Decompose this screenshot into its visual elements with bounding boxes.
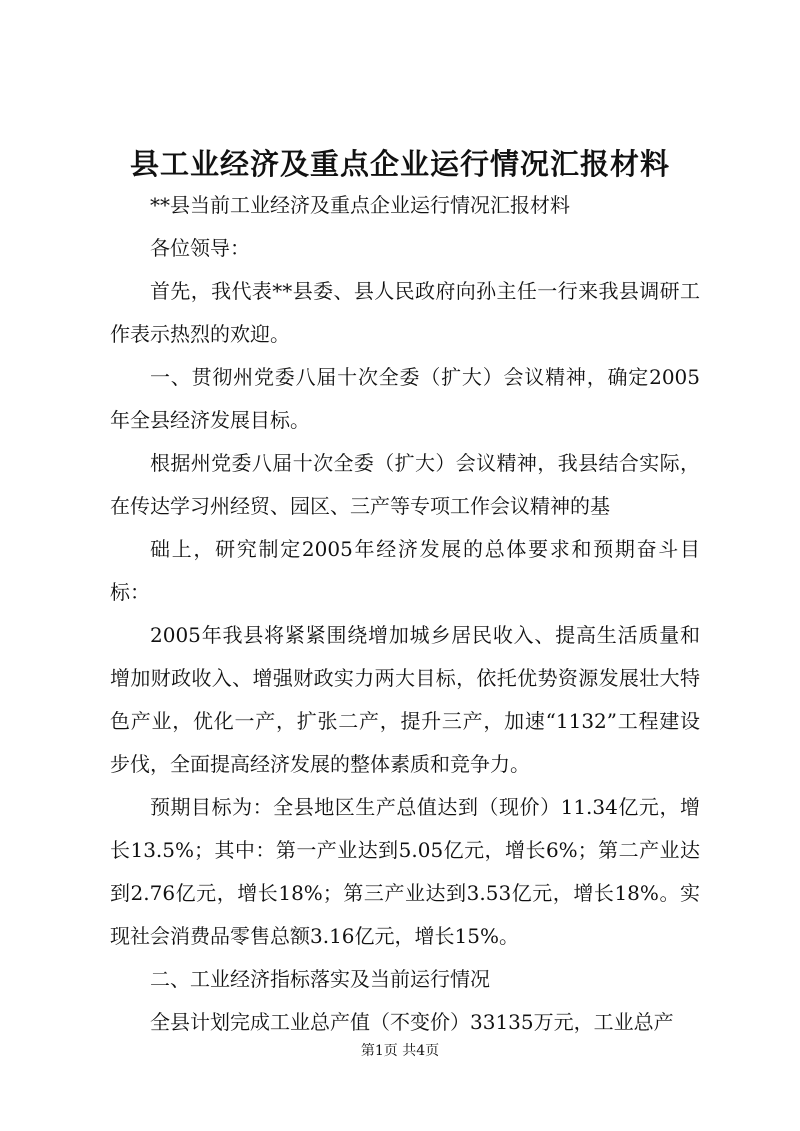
document-title: 县工业经济及重点企业运行情况汇报材料	[129, 147, 670, 181]
paragraph-section-one-heading: 一、贯彻州党委八届十次全委（扩大）会议精神，确定2005年全县经济发展目标。	[110, 365, 700, 432]
page-number-footer: 第1页 共4页	[360, 1043, 440, 1059]
paragraph-basis-continued: 础上，研究制定2005年经济发展的总体要求和预期奋斗目标：	[110, 537, 700, 604]
paragraph-subtitle: **县当前工业经济及重点企业运行情况汇报材料	[150, 193, 570, 217]
paragraph-expected-targets: 预期目标为：全县地区生产总值达到（现价）11.34亿元，增长13.5%；其中：第一产业达到5.05亿元，增长6%；第二产业达到2.76亿元，增长18%；第三产业达到3.53亿元，增长18%。实现社会消费品零售总额3.16亿元，增长15%。	[110, 795, 700, 948]
document-body	[110, 184, 700, 1044]
paragraph-goals-2005: 2005年我县将紧紧围绕增加城乡居民收入、提高生活质量和增加财政收入、增强财政实力两大目标，依托优势资源发展壮大特色产业，优化一产，扩张二产，提升三产，加速“1132”工程建设步伐，全面提高经济发展的整体素质和竞争力。	[110, 623, 700, 776]
paragraph-basis: 根据州党委八届十次全委（扩大）会议精神，我县结合实际，在传达学习州经贸、园区、三产等专项工作会议精神的基	[110, 451, 700, 518]
paragraph-salutation: 各位领导：	[150, 236, 250, 260]
paragraph-industrial-output: 全县计划完成工业总产值（不变价）33135万元，工业总产	[150, 1010, 674, 1034]
paragraph-section-two-heading: 二、工业经济指标落实及当前运行情况	[150, 967, 490, 991]
paragraph-welcome: 首先，我代表**县委、县人民政府向孙主任一行来我县调研工作表示热烈的欢迎。	[110, 279, 700, 346]
